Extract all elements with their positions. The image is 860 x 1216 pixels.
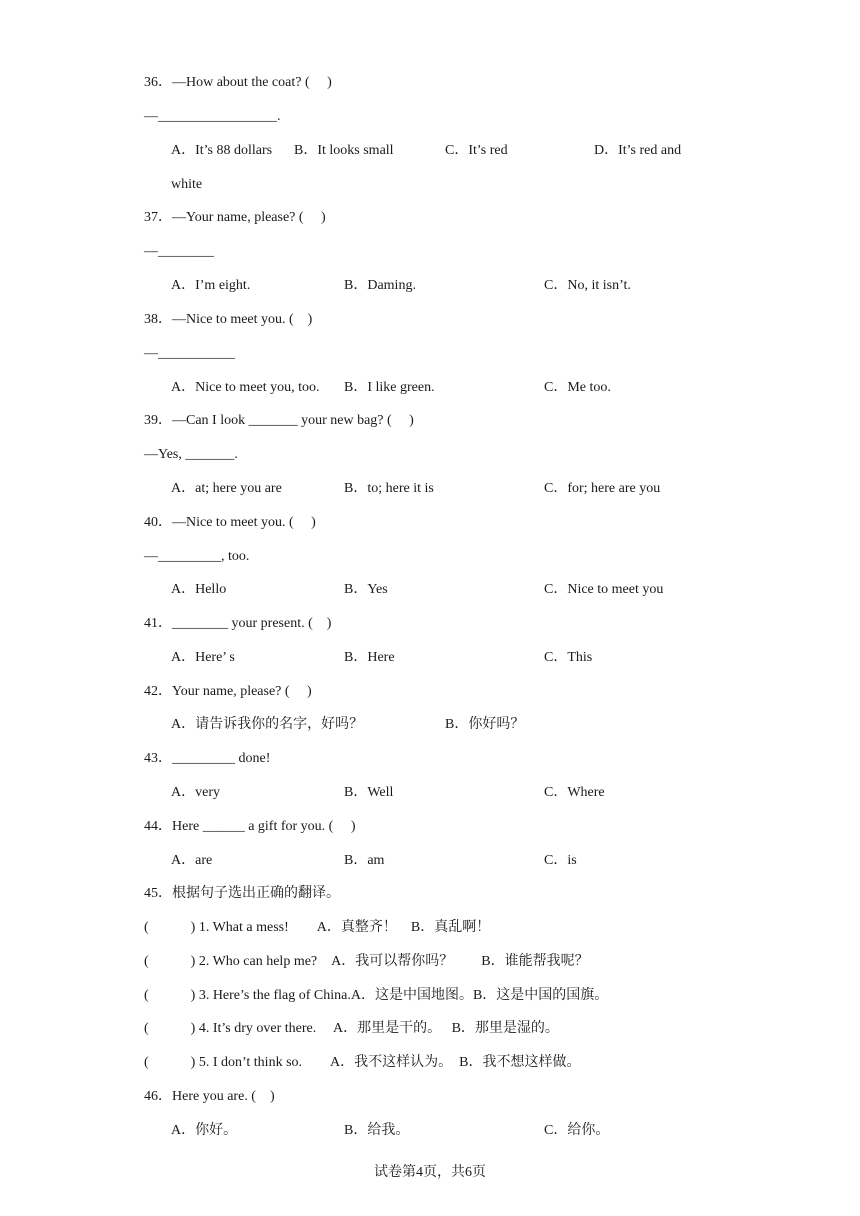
- q45-item-3: ( ) 3. Here’s the flag of China.A．这是中国地图。B．这是中国的国旗。: [144, 988, 609, 1003]
- q43-stem: 43．_________ done!: [144, 751, 271, 766]
- q36-option-a: A．It’s 88 dollars: [171, 143, 273, 158]
- q37-option-a: A．I’m eight.: [171, 278, 251, 293]
- q44-option-a: A．are: [171, 853, 213, 868]
- q37-option-c: C．No, it isn’t.: [544, 278, 631, 293]
- q43-option-a: A．very: [171, 785, 220, 800]
- q43-option-b: B．Well: [344, 785, 394, 800]
- q42-option-b: B．你好吗？: [445, 717, 525, 732]
- q42-option-a: A．请告诉我你的名字，好吗？: [171, 717, 364, 732]
- q36-option-d-cont: white: [171, 177, 203, 192]
- q45-item-5: ( ) 5. I don’t think so. A．我不这样认为。 B．我不想这样做。: [144, 1055, 581, 1070]
- q40-option-c: C．Nice to meet you: [544, 582, 664, 597]
- q39-option-b: B．to; here it is: [344, 481, 434, 496]
- q37-stem: 37．—Your name, please? ( ): [144, 210, 326, 225]
- q41-option-b: B．Here: [344, 650, 395, 665]
- q45-stem: 45．根据句子选出正确的翻译。: [144, 886, 340, 901]
- q38-option-b: B．I like green.: [344, 380, 435, 395]
- q44-option-c: C．is: [544, 853, 577, 868]
- q40-option-b: B．Yes: [344, 582, 388, 597]
- q37-answer-line: —________: [144, 244, 214, 259]
- q39-stem: 39．—Can I look _______ your new bag? ( ): [144, 413, 414, 428]
- q40-stem: 40．—Nice to meet you. ( ): [144, 515, 316, 530]
- q46-option-a: A．你好。: [171, 1123, 238, 1138]
- q43-option-c: C．Where: [544, 785, 605, 800]
- q38-option-c: C．Me too.: [544, 380, 611, 395]
- q44-stem: 44．Here ______ a gift for you. ( ): [144, 819, 356, 834]
- q37-option-b: B．Daming.: [344, 278, 416, 293]
- q39-option-a: A．at; here you are: [171, 481, 282, 496]
- q46-stem: 46．Here you are. ( ): [144, 1089, 275, 1104]
- q42-stem: 42．Your name, please? ( ): [144, 684, 312, 699]
- q36-option-d: D．It’s red and: [594, 143, 682, 158]
- q36-option-b: B．It looks small: [294, 143, 394, 158]
- q41-option-a: A．Here’ s: [171, 650, 235, 665]
- q39-answer-line: —Yes, _______.: [144, 447, 238, 462]
- q38-option-a: A．Nice to meet you, too.: [171, 380, 320, 395]
- q39-option-c: C．for; here are you: [544, 481, 661, 496]
- q38-stem: 38．—Nice to meet you. ( ): [144, 312, 313, 327]
- q45-item-1: ( ) 1. What a mess! A．真整齐！ B．真乱啊！: [144, 920, 491, 935]
- q38-answer-line: —___________: [144, 346, 235, 361]
- q36-stem: 36．—How about the coat? ( ): [144, 75, 332, 90]
- q46-option-c: C．给你。: [544, 1123, 610, 1138]
- page-footer: 试卷第4页，共6页: [374, 1165, 486, 1180]
- q46-option-b: B．给我。: [344, 1123, 410, 1138]
- q45-item-4: ( ) 4. It’s dry over there. A．那里是干的。 B．那里是湿的。: [144, 1021, 559, 1036]
- q36-answer-line: —_________________.: [144, 109, 281, 124]
- q40-answer-line: —_________, too.: [144, 549, 250, 564]
- q40-option-a: A．Hello: [171, 582, 227, 597]
- q44-option-b: B．am: [344, 853, 385, 868]
- q36-option-c: C．It’s red: [445, 143, 508, 158]
- q41-option-c: C．This: [544, 650, 593, 665]
- q45-item-2: ( ) 2. Who can help me? A．我可以帮你吗？ B．谁能帮我呢？: [144, 954, 589, 969]
- q41-stem: 41．________ your present. ( ): [144, 616, 332, 631]
